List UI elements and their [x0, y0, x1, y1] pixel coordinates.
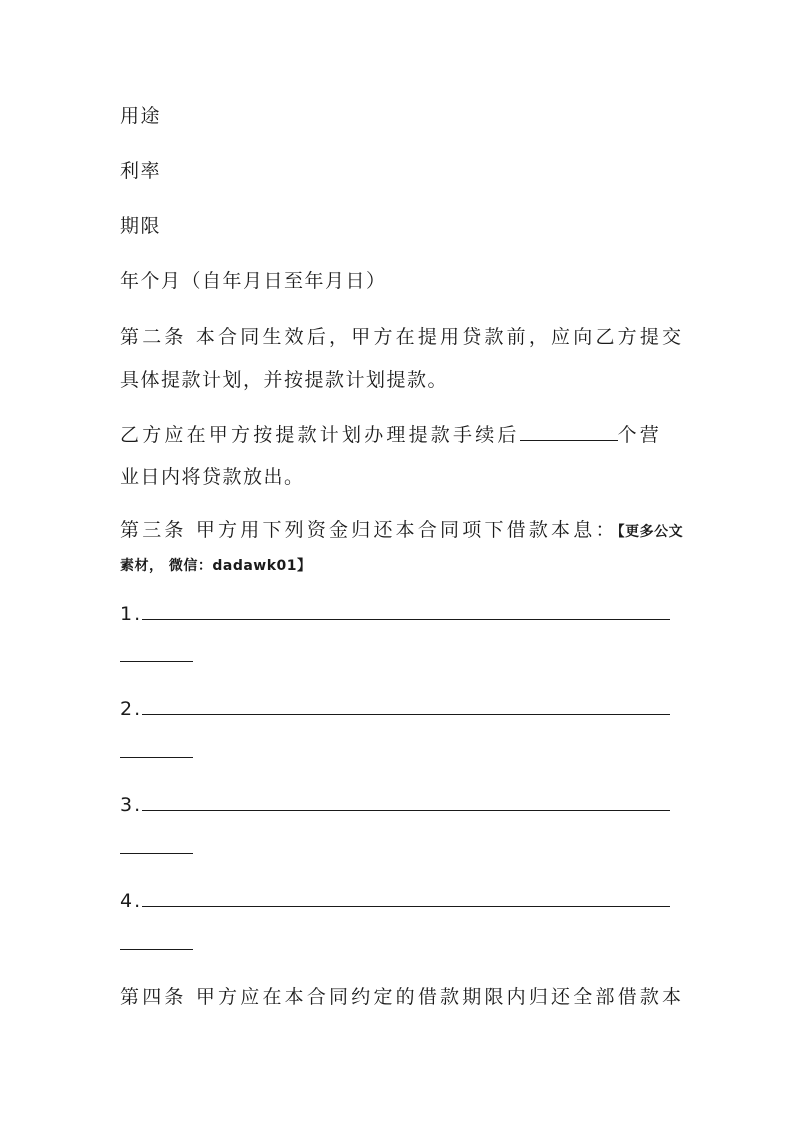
business-days-blank: [520, 422, 618, 441]
article-2-line-1: 第二条 本合同生效后，甲方在提用贷款前，应向乙方提交: [120, 326, 685, 348]
repayment-item-2-continuation: [120, 739, 193, 764]
article-2-paragraph-2-text-a: 乙方应在甲方按提款计划办理提款手续后: [120, 424, 520, 446]
repayment-item-1-continuation: [120, 643, 193, 668]
repayment-item-1-number: 1.: [120, 603, 143, 625]
repayment-item-2-number: 2.: [120, 698, 143, 720]
repayment-item-1-blank-cont: [120, 643, 193, 662]
article-3-note-a: 【更多公文: [617, 524, 684, 540]
repayment-item-1-blank: [142, 601, 670, 620]
repayment-item-3: [120, 792, 670, 817]
repayment-item-2-blank-cont: [120, 739, 193, 758]
repayment-item-4-continuation: [120, 931, 193, 956]
repayment-item-2-blank: [142, 696, 670, 715]
repayment-item-4: [120, 888, 670, 913]
repayment-item-3-blank: [142, 792, 670, 811]
repayment-item-3-continuation: [120, 835, 193, 860]
repayment-item-1: [120, 601, 670, 626]
article-3-text: 第三条 甲方用下列资金归还本合同项下借款本息：: [120, 519, 618, 541]
repayment-item-3-number: 3.: [120, 794, 143, 816]
field-term-label: 期限: [120, 215, 162, 237]
repayment-item-4-blank-cont: [120, 931, 193, 950]
field-usage-label: 用途: [120, 105, 162, 127]
repayment-item-4-number: 4.: [120, 890, 143, 912]
repayment-item-4-blank: [142, 888, 670, 907]
repayment-item-3-blank-cont: [120, 835, 193, 854]
article-2-line-2: 具体提款计划，并按提款计划提款。: [120, 369, 449, 391]
term-detail-text: 年个月（自年月日至年月日）: [120, 270, 387, 292]
article-2-paragraph-2-line-1: [120, 422, 662, 447]
field-interest-rate-label: 利率: [120, 160, 162, 182]
article-2-paragraph-2-line-2: 业日内将贷款放出。: [120, 466, 305, 488]
repayment-item-2: [120, 696, 670, 721]
article-3-note-b: 素材， 微信：dadawk01】: [120, 558, 312, 574]
article-4-line-1: 第四条 甲方应在本合同约定的借款期限内归还全部借款本: [120, 986, 685, 1008]
article-3-line-1: [120, 518, 683, 544]
article-2-paragraph-2-text-b: 个营: [617, 424, 663, 446]
